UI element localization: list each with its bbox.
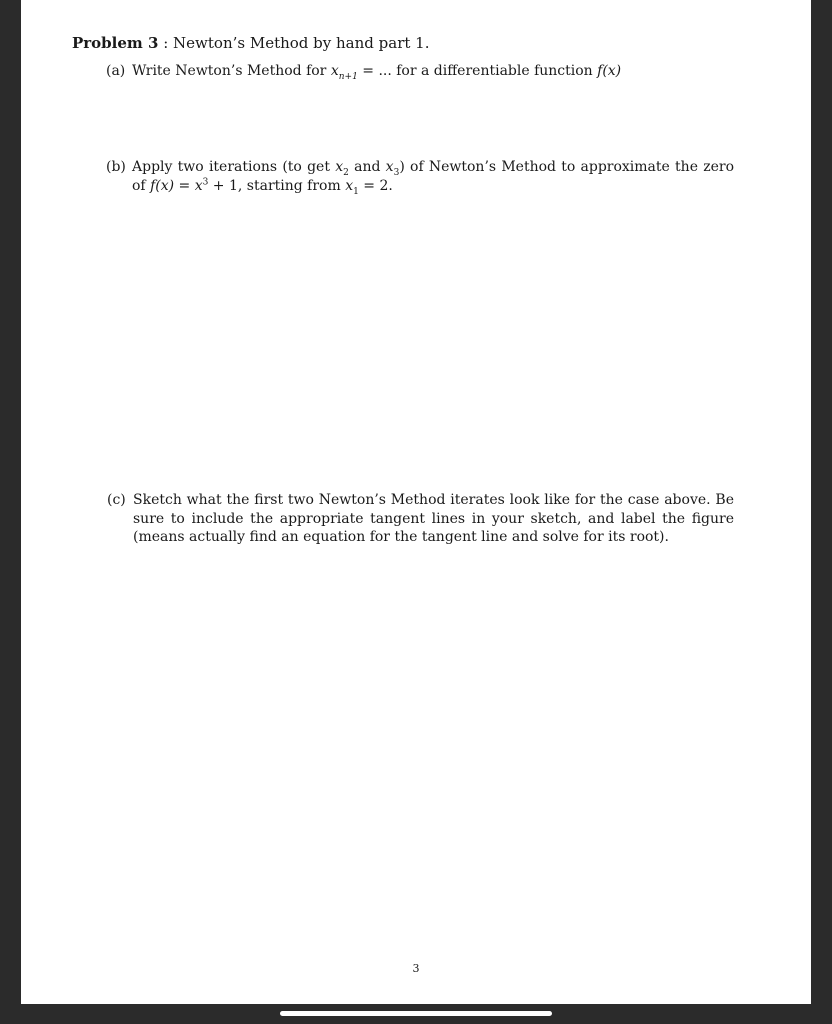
problem-label: Problem 3 — [72, 34, 159, 52]
part-a-text-after: = ... for a differentiable function — [357, 63, 598, 79]
home-indicator-bar[interactable] — [280, 1011, 552, 1016]
part-a — [106, 62, 746, 81]
part-c-marker: (c) — [107, 492, 126, 508]
part-a-marker: (a) — [106, 63, 126, 79]
math-subscript: 1 — [353, 186, 359, 197]
part-c-text: Sketch what the first two Newton’s Method iterates look like for the case above. Be sure to include the appropriate tangent lines in your sketch, and label the figure (means actually find an equation for the tangent line and solve for its root). — [133, 492, 734, 545]
part-b-text-6: = 2. — [358, 177, 393, 194]
math-subscript: n+1 — [338, 71, 358, 82]
part-b — [106, 158, 734, 195]
math-x: x — [330, 63, 339, 79]
math-x: x — [385, 159, 394, 175]
part-b-text — [132, 158, 734, 195]
part-b-text-2: and — [348, 159, 386, 175]
page-number: 3 — [412, 962, 420, 975]
part-a-text-before: Write Newton’s Method for — [132, 63, 331, 79]
math-subscript: 2 — [343, 167, 349, 178]
part-b-text-3: ) of Newton’s Method to approximate the zero of — [132, 159, 734, 194]
part-a-text — [132, 62, 746, 81]
part-b-text-4: = — [174, 177, 195, 194]
math-x: x — [345, 177, 354, 194]
problem-title: Newton’s Method by hand part 1. — [173, 34, 430, 52]
math-function: f(x) — [150, 177, 175, 194]
math-exponent: 3 — [202, 176, 209, 187]
math-subscript: 3 — [393, 167, 400, 178]
part-b-text-1: Apply two iterations (to get — [132, 159, 336, 175]
part-b-text-5: + 1, starting from — [208, 177, 346, 194]
part-b-marker: (b) — [106, 159, 126, 175]
document-page — [21, 0, 811, 1004]
part-c — [107, 491, 734, 547]
problem-heading — [72, 33, 429, 53]
math-function: f(x) — [597, 63, 622, 79]
math-x: x — [194, 177, 203, 194]
problem-separator: : — [158, 34, 174, 52]
math-x: x — [335, 159, 344, 175]
